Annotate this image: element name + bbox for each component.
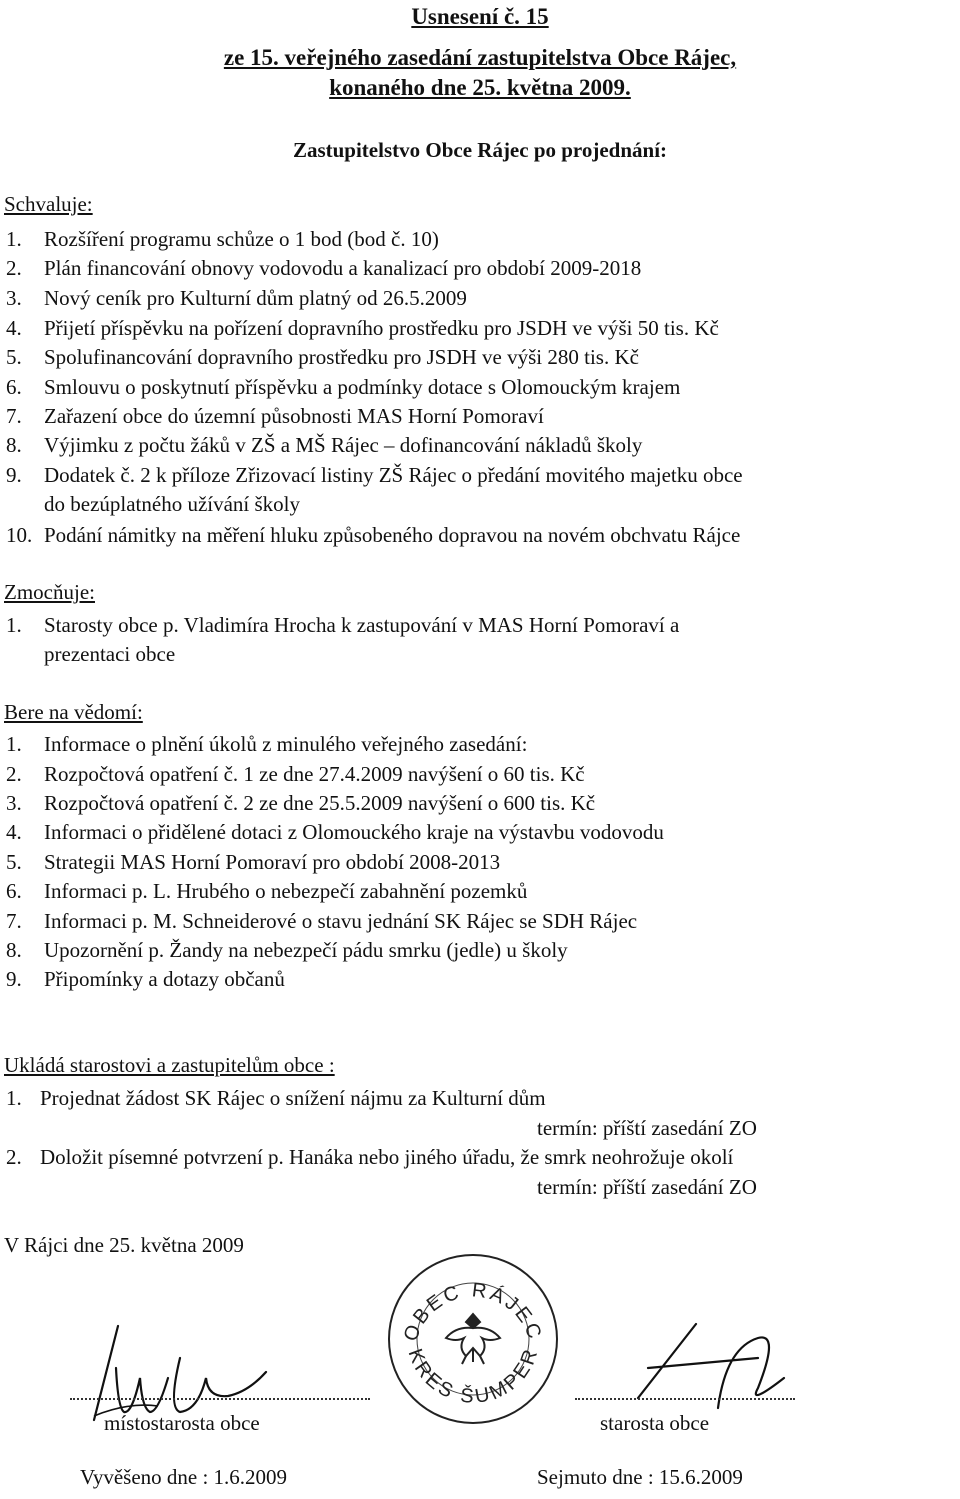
section-heading-bere-na-vedomi: Bere na vědomí: (4, 700, 143, 724)
deadline: termín: příští zasedání ZO (537, 1175, 757, 1199)
meeting-date: konaného dne 25. května 2009. (329, 75, 631, 100)
eagle-emblem-icon (446, 1314, 500, 1364)
svg-text:OBEC RÁJEC (400, 1279, 547, 1344)
posted-date: Vyvěšeno dne : 1.6.2009 (80, 1465, 288, 1489)
section-heading-schvaluje: Schvaluje: (4, 192, 93, 216)
removed-date: Sejmuto dne : 15.6.2009 (537, 1465, 743, 1489)
resolution-number: Usnesení č. 15 (411, 4, 549, 29)
signature-label-deputy-mayor: místostarosta obce (104, 1411, 260, 1435)
intro-line: Zastupitelstvo Obce Rájec po projednání: (292, 138, 668, 162)
official-stamp (386, 1252, 560, 1426)
signature-line-right (575, 1398, 795, 1400)
meeting-title: ze 15. veřejného zasedání zastupitelstva Obce Rájec, (223, 45, 737, 70)
section-heading-uklada: Ukládá starostovi a zastupitelům obce : (4, 1053, 335, 1077)
place-and-date: V Rájci dne 25. května 2009 (4, 1233, 244, 1257)
deadline: termín: příští zasedání ZO (537, 1116, 757, 1140)
signature-line-left (70, 1398, 370, 1400)
section-heading-zmocnuje: Zmocňuje: (4, 580, 95, 604)
stamp-graphic (386, 1252, 560, 1426)
stamp-top-text: OBEC RÁJEC (399, 1279, 547, 1345)
signature-label-mayor: starosta obce (600, 1411, 710, 1435)
signature-right (608, 1318, 808, 1418)
stamp-bottom-text: KRES ŠUMPER (403, 1344, 543, 1408)
